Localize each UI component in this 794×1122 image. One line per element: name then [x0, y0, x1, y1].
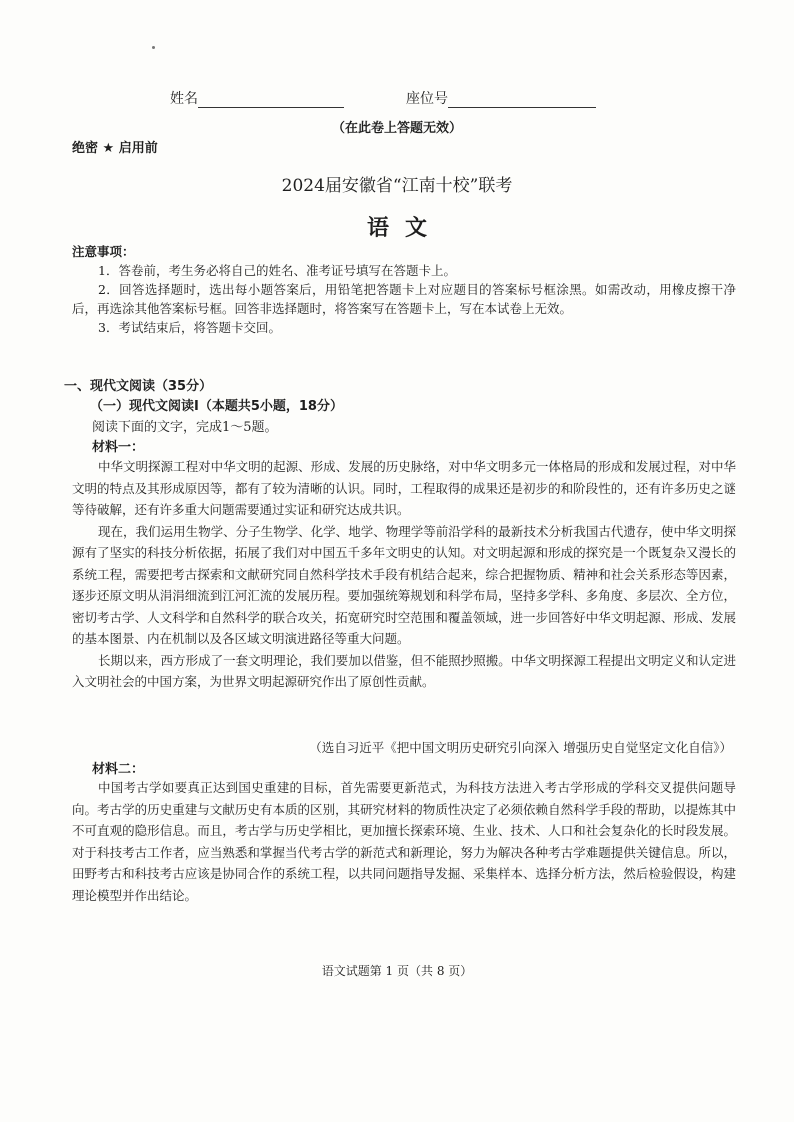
- material-1-text: [72, 456, 736, 693]
- seat-blank-line[interactable]: [448, 93, 596, 108]
- name-blank-line[interactable]: [198, 93, 344, 108]
- seat-label: 座位号: [406, 91, 448, 107]
- subsection-title: （一）现代文阅读Ⅰ（本题共5小题，18分）: [90, 399, 343, 414]
- candidate-info-bar: [170, 88, 610, 108]
- seat-field[interactable]: [406, 88, 596, 108]
- paragraph: 中国考古学如要真正达到国史重建的目标，首先需要更新范式，为科技方法进入考古学形成的学科交叉提供问题导向。考古学的历史重建与文献历史有本质的区别，其研究材料的物质性决定了必须依赖自然科学手段的帮助，以提炼其中不可直观的隐形信息。而且，考古学与历史学相比，更加擅长探索环境、生业、技术、人口和社会复杂化的长时段发展。对于科技考古工作者，应当熟悉和掌握当代考古学的新范式和新理论，努力为解决各种考古学难题提供关键信息。所以，田野考古和科技考古应该是协同合作的系统工程，以共同问题指导发掘、采集样本、选择分析方法，然后检验假设，构建理论模型并作出结论。: [72, 780, 736, 903]
- notice-block: [72, 242, 736, 337]
- notice-heading: 注意事项：: [72, 244, 135, 259]
- name-field[interactable]: [170, 88, 344, 108]
- notice-item: 3．考试结束后，将答题卡交回。: [98, 320, 281, 335]
- subject-title: 语文: [366, 215, 443, 241]
- material-2-label: 材料二：: [92, 762, 145, 777]
- section-title: 一、现代文阅读（35分）: [64, 379, 213, 394]
- paragraph: 中华文明探源工程对中华文明的起源、形成、发展的历史脉络，对中华文明多元一体格局的形成和发展过程，对中华文明的特点及其形成原因等，都有了较为清晰的认识。同时，工程取得的成果还是初步的和阶段性的，还有许多历史之谜等待破解，还有许多重大问题需要通过实证和研究达成共识。: [72, 459, 736, 517]
- paragraph: 现在，我们运用生物学、分子生物学、化学、地学、物理学等前沿学科的最新技术分析我国古代遗存，使中华文明探源有了坚实的科技分析依据，拓展了我们对中国五千多年文明史的认知。对文明起源和形成的探究是一个既复杂又漫长的系统工程，需要把考古探索和文献研究同自然科学技术手段有机结合起来，综合把握物质、精神和社会关系形态等因素，逐步还原文明从涓涓细流到江河汇流的发展历程。要加强统筹规划和科学布局，坚持多学科、多角度、多层次、全方位，密切考古学、人文科学和自然科学的联合攻关，拓宽研究时空范围和覆盖领域，进一步回答好中华文明起源、形成、发展的基本图景、内在机制以及各区域文明演进路径等重大问题。: [72, 523, 736, 646]
- invalid-answer-note: （在此卷上答题无效）: [331, 121, 462, 136]
- material-1-source: （选自习近平《把中国文明历史研究引向深入 增强历史自觉坚定文化自信》）: [309, 740, 732, 755]
- notice-item: 2．回答选择题时，选出每小题答案后，用铅笔把答题卡上对应题目的答案标号框涂黑。如需改动，用橡皮擦干净后，再选涂其他答案标号框。回答非选择题时，将答案写在答题卡上，写在本试卷上无效。: [72, 282, 736, 316]
- paragraph: 长期以来，西方形成了一套文明理论，我们要加以借鉴，但不能照抄照搬。中华文明探源工程提出文明定义和认定进入文明社会的中国方案，为世界文明起源研究作出了原创性贡献。: [72, 652, 736, 689]
- exam-title: 2024届安徽省“江南十校”联考: [281, 176, 513, 196]
- reading-instruction: 阅读下面的文字，完成1～5题。: [92, 420, 278, 435]
- secret-mark: 绝密 ★ 启用前: [72, 141, 158, 156]
- name-label: 姓名: [170, 91, 198, 107]
- material-1-label: 材料一：: [92, 440, 145, 455]
- material-2-text: [72, 777, 736, 906]
- scan-speck: [152, 46, 155, 49]
- notice-item: 1．答卷前，考生务必将自己的姓名、准考证号填写在答题卡上。: [98, 263, 456, 278]
- page-footer: 语文试题第 1 页（共 8 页）: [321, 964, 473, 978]
